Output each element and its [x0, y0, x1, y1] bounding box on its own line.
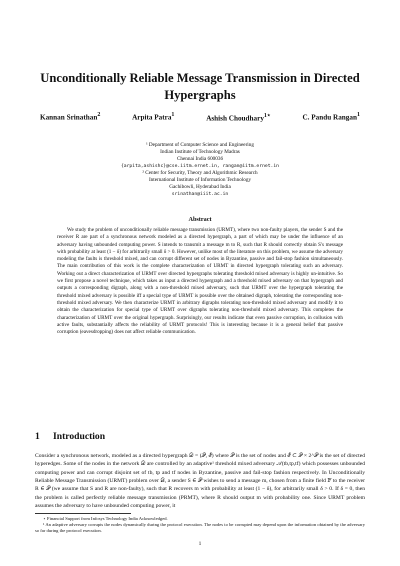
footnote-1: ⋆ Financial Support from Infosys Technology India Acknowledged. [43, 516, 168, 521]
abstract-heading: Abstract [188, 216, 212, 223]
intro-body [35, 452, 365, 510]
author-name: Ashish Choudhary [206, 114, 264, 123]
section-title: Introduction [53, 431, 106, 442]
author-2 [132, 112, 174, 122]
affiliation-line: ² Center for Security, Theory and Algorithmic Research [142, 170, 258, 176]
affiliations [40, 142, 360, 198]
affiliation-email: srinathan@iiit.ac.in [171, 192, 229, 197]
abstract-text: We study the problem of unconditionally reliable message transmission (URMT), where two non-faulty players, the sender S and the receiver R are part of a synchronous network modeled as a directed hypergraph, a part of which may be under the influence of an adversary having unbounded computing power. S intends to transmit a message m to R, such that R should correctly obtain S's message with probability at least (1 − δ) for arbitrarily small δ > 0. However, unlike most of the literature on this problem, we assume the adversary modeling the faults is threshold mixed, and can corrupt different set of nodes in Byzantine, passive and fail-stop fashion simultaneously. The main contribution of this work is the complete characterization of URMT in directed hypergraph tolerating such an adversary. Working out a direct characterization of URMT over directed hypergraphs tolerating threshold mixed adversary is highly un-intuitive. So we first propose a novel technique, which takes as input a directed hypergraph and a threshold mixed adversary on that hypergraph and outputs a corresponding digraph, along with a non-threshold mixed adversary, such that URMT over the hypergraph tolerating the threshold mixed adversary is possible iff a special type of URMT is possible over the obtained digraph, tolerating the corresponding non-threshold mixed adversary. We then characterize URMT in arbitrary digraphs tolerating non-threshold mixed adversary and modify it to obtain the characterization for special type of URMT over digraphs tolerating non-threshold mixed adversary. This completes the characterization of URMT over the original hypergraph. Surprisingly, our results indicate that even passive corruption, in collusion with active faults, substantially affects the reliability of URMT protocols! This is interesting because it is a general belief that passive corruption (eavesdropping) does not affect reliable communication. [57, 227, 343, 336]
intro-paragraph: Consider a synchronous network, modeled as a directed hypergraph 𝒟 = (𝒫, ℰ) where 𝒫 is the set of nodes and ℰ ⊂ 𝒫 × 2^𝒫 is the set of directed hyperedges. Some of the nodes in the network 𝒟 are controlled by an adaptive¹ threshold mixed adversary 𝒜(tb,tp,tf) which possesses unbounded computing power and can corrupt disjoint set of tb, tp and tf nodes in Byzantine, passive and fail-stop fashion respectively. In Unconditionally Reliable Message Transmission (URMT) problem over 𝒟, a sender S ∈ 𝒫 wishes to send a message m, chosen from a finite field 𝔽 to the receiver R ∈ 𝒫 (we assume that S and R are non-faulty), such that R recovers m with probability at least (1 − δ), for arbitrarily small δ > 0. If δ = 0, then the problem is called perfectly reliable message transmission (PRMT), where R should output m with probability one. Since URMT problem assumes the adversary to have unbounded computing power, it [35, 453, 365, 510]
paper-title: Unconditionally Reliable Message Transmission in Directed Hypergraphs [40, 71, 360, 102]
section-number: 1 [35, 431, 40, 442]
author-affil-mark: 1⋆ [263, 113, 271, 119]
author-1 [40, 112, 100, 122]
affiliation-line: Gachibowli, Hyderabad India [169, 184, 231, 190]
author-affil-mark: 1 [356, 112, 360, 118]
author-affil-mark: 2 [97, 112, 101, 118]
section-heading [35, 431, 105, 442]
author-3 [206, 112, 271, 122]
affiliation-line: ¹ Department of Computer Science and Engineering [146, 142, 254, 148]
affiliation-line: Indian Institute of Technology Madras [160, 149, 240, 155]
affiliation-line: International Institute of Information Technology [148, 177, 252, 183]
author-4 [302, 112, 360, 122]
author-list [20, 112, 380, 122]
affiliation-emails: {arpita,ashishc}@cse.iitm.ernet.in, rangan@iitm.ernet.in [120, 164, 280, 169]
footnote-rule [35, 513, 131, 514]
author-name: Arpita Patra [132, 113, 172, 122]
footnotes [35, 516, 365, 534]
author-name: C. Pandu Rangan [302, 113, 357, 122]
footnote-2: ¹ An adaptive adversary corrupts the nodes dynamically during the protocol execution. The nodes to be corrupted may depend upon the information obtained by the adversary so far during the protocol execution. [35, 522, 365, 533]
author-affil-mark: 1 [171, 112, 175, 118]
affiliation-line: Chennai India 600036 [176, 156, 224, 162]
page-number: 1 [198, 541, 202, 547]
abstract [57, 227, 343, 336]
author-name: Kannan Srinathan [40, 113, 98, 122]
